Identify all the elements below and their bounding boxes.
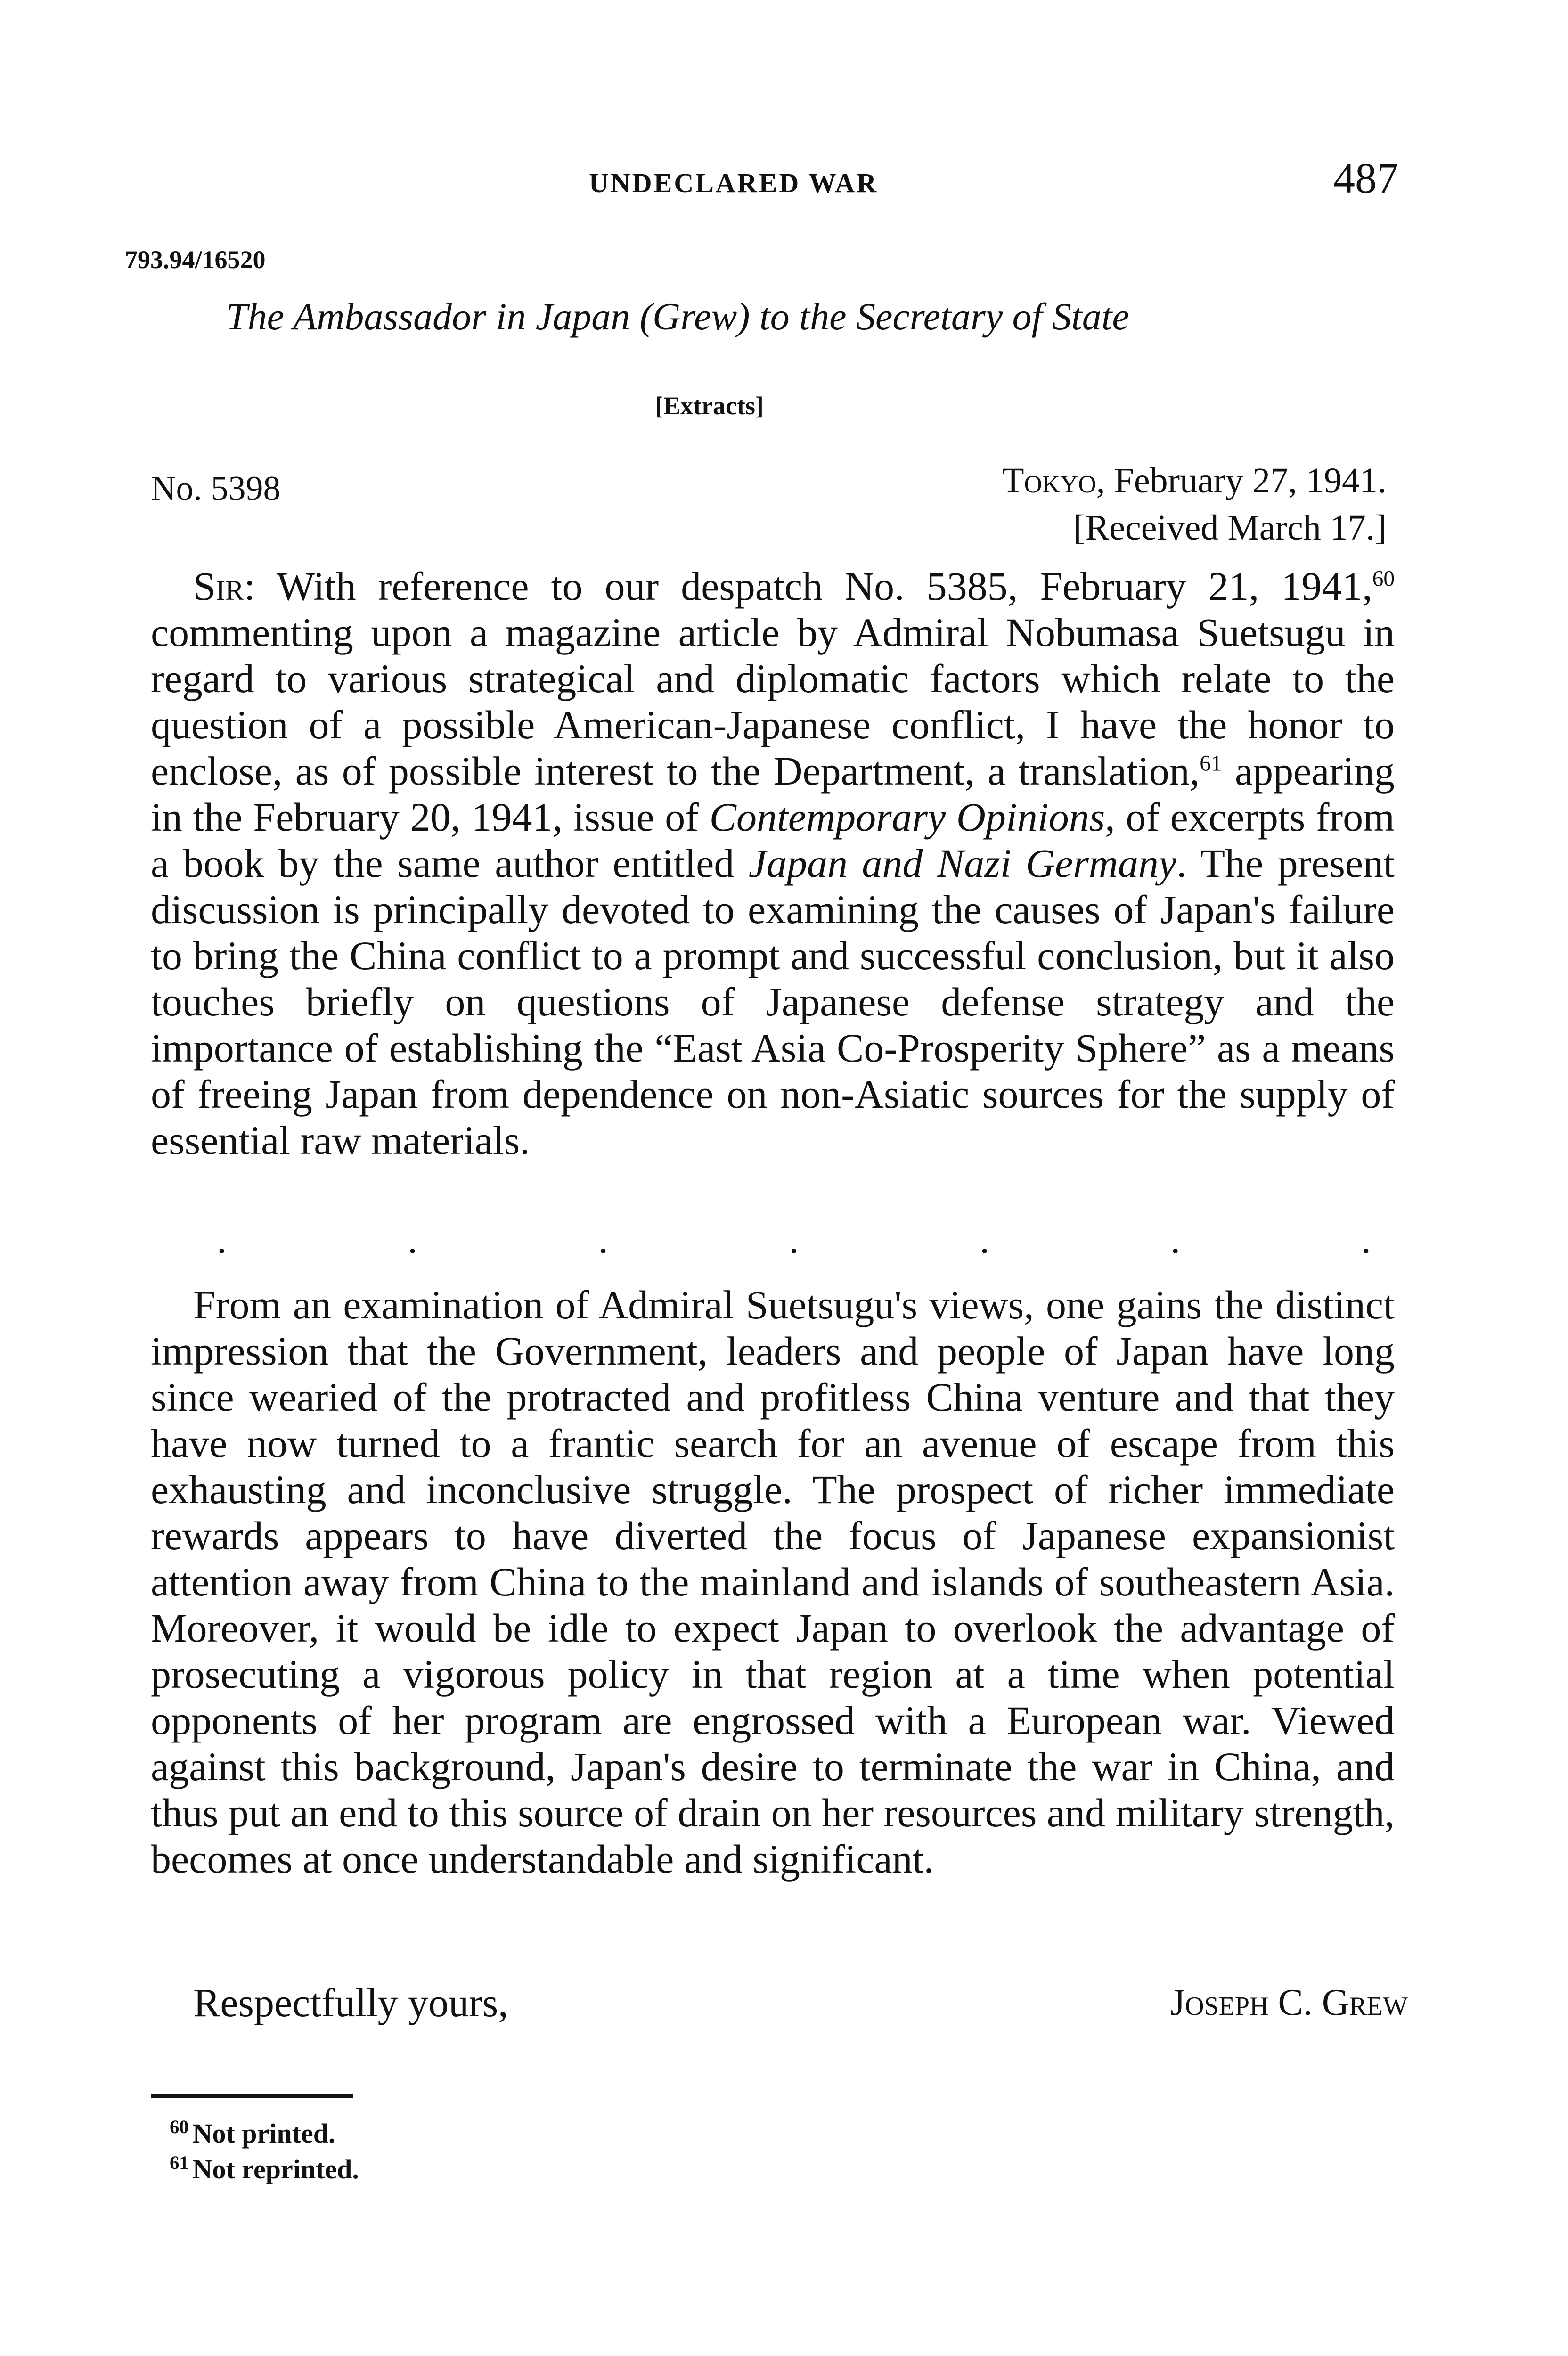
paragraph-1-text-c: appearing in the February 20, 1941, issue of <box>151 748 1395 840</box>
footnote-text: Not reprinted. <box>192 2154 359 2184</box>
extracts-label: [Extracts] <box>655 392 764 420</box>
ellipsis-dot: . <box>598 1217 608 1262</box>
closing: Respectfully yours, <box>193 1980 508 2025</box>
footnote-mark: 61 <box>170 2151 189 2173</box>
book-title: Japan and Nazi Germany <box>748 841 1177 886</box>
ellipsis-row <box>217 1216 1371 1263</box>
footnotes <box>170 2116 359 2187</box>
footnote-ref-60: 60 <box>1372 566 1395 591</box>
footnote-61 <box>170 2151 359 2187</box>
despatch-number: No. 5398 <box>151 469 281 508</box>
date: February 27, 1941. <box>1114 461 1387 500</box>
dateline <box>1002 457 1387 551</box>
place: Tokyo <box>1002 461 1096 500</box>
received-date: [Received March 17.] <box>1073 508 1387 548</box>
paragraph-1-text-b: commenting upon a magazine article by Admiral Nobumasa Suetsugu in regard to various strategical and diplomatic factors which relate to the question of a possible American-Japanese conflict, I have the honor to enclose, as of possible interest to the Department, a translation, <box>151 610 1395 794</box>
place-date-line: Tokyo, February 27, 1941. <box>1002 461 1387 500</box>
footnote-divider <box>151 2094 353 2098</box>
paragraph-1-text-e: . The present discussion is principally devoted to examining the causes of Japan's failure to bring the China conflict to a prompt and successful conclusion, but it also touches briefly on questions of Japanese defense strategy and the importance of establishing the “East Asia Co-Prosperity Sphere” as a means of freeing Japan from dependence on non-Asiatic sources for the supply of essential raw materials. <box>151 841 1395 1163</box>
ellipsis-dot: . <box>980 1217 990 1262</box>
paragraph-1-text-d: , of excerpts from a book by the same author entitled <box>151 794 1395 886</box>
document-title: The Ambassador in Japan (Grew) to the Secretary of State <box>226 295 1129 338</box>
paragraph-1 <box>151 563 1395 1163</box>
ellipsis-dot: . <box>217 1217 227 1262</box>
paragraph-2: From an examination of Admiral Suetsugu's views, one gains the distinct impression that the Government, leaders and people of Japan have long since wearied of the protracted and profitless China venture and that they have now turned to a frantic search for an avenue of escape from this exhausting and inconclusive struggle. The prospect of richer immediate rewards appears to have diverted the focus of Japanese expansionist attention away from China to the mainland and islands of southeastern Asia. Moreover, it would be idle to expect Japan to overlook the advantage of prosecuting a vigorous policy in that region at a time when potential opponents of her program are engrossed with a European war. Viewed against this background, Japan's desire to terminate the war in China, and thus put an end to this source of drain on her resources and military strength, becomes at once understandable and significant. <box>151 1282 1395 1882</box>
footnote-ref-61: 61 <box>1200 751 1222 776</box>
salutation: Sir <box>193 564 244 609</box>
running-head: UNDECLARED WAR <box>589 168 879 198</box>
signature: Joseph C. Grew <box>1170 1982 1408 2023</box>
footnote-text: Not printed. <box>192 2118 335 2149</box>
ellipsis-dot: . <box>789 1217 799 1262</box>
ellipsis-dot: . <box>1361 1217 1371 1262</box>
file-number: 793.94/16520 <box>125 245 266 274</box>
page-number: 487 <box>1333 154 1398 202</box>
ellipsis-dot: . <box>1170 1217 1181 1262</box>
paragraph-1-text-a: : With reference to our despatch No. 5385, February 21, 1941, <box>244 564 1372 609</box>
ellipsis-dot: . <box>407 1217 418 1262</box>
publication-title: Contemporary Opinions <box>709 794 1105 840</box>
footnote-60 <box>170 2116 359 2151</box>
footnote-mark: 60 <box>170 2116 189 2137</box>
